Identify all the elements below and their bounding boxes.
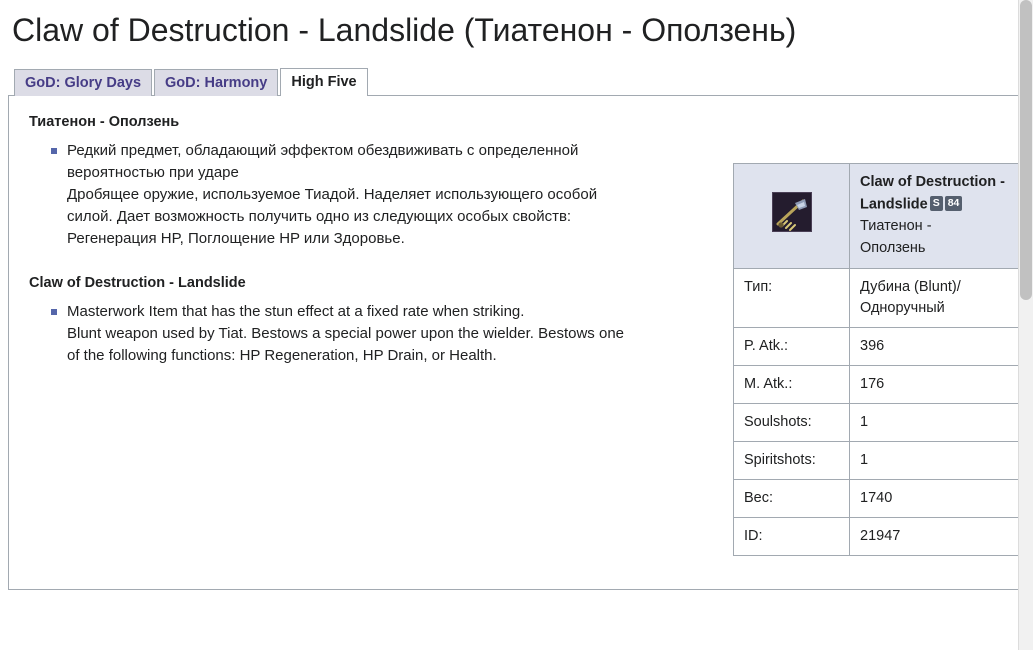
- infobox-row-type: [734, 268, 1033, 327]
- infobox-header-row: [734, 164, 1033, 269]
- scrollbar-thumb[interactable]: [1020, 0, 1032, 300]
- row-value: 1: [850, 403, 1033, 441]
- desc-line: вероятностью при ударе: [67, 163, 239, 181]
- desc-line: of the following functions: HP Regeneration, HP Drain, or Health.: [67, 346, 497, 364]
- description-list-en: [51, 301, 741, 368]
- desc-line: Masterwork Item that has the stun effect at a fixed rate when striking.: [67, 302, 525, 320]
- item-name-en: Claw of Destruction - Landslide: [860, 174, 1006, 213]
- row-label: Soulshots:: [734, 403, 850, 441]
- row-label: ID:: [734, 517, 850, 555]
- desc-line: Регенерация HP, Поглощение HP или Здоровье.: [67, 230, 405, 248]
- grade-badges: [928, 194, 963, 216]
- infobox-row-weight: [734, 479, 1033, 517]
- row-label: M. Atk.:: [734, 365, 850, 403]
- claw-weapon-icon: [772, 192, 812, 232]
- row-label: Тип:: [734, 268, 850, 327]
- row-value: 21947: [850, 517, 1033, 555]
- item-name-ru-line1: Тиатенон -: [860, 218, 932, 235]
- row-label: Вес:: [734, 479, 850, 517]
- description-list-ru: [51, 140, 741, 251]
- tab-label: GoD: Glory Days: [25, 74, 142, 91]
- row-value: 396: [850, 327, 1033, 365]
- item-infobox: [733, 163, 1033, 556]
- row-value: 1740: [850, 479, 1033, 517]
- row-value: 1: [850, 441, 1033, 479]
- tab-god-glory-days[interactable]: [14, 69, 152, 96]
- desc-line: Редкий предмет, обладающий эффектом обездвиживать с определенной: [67, 141, 579, 159]
- desc-line: силой. Дает возможность получить одно из следующих особых свойств:: [67, 208, 572, 226]
- item-icon-cell: [734, 164, 850, 269]
- level-badge: 84: [945, 196, 963, 211]
- tab-god-harmony[interactable]: [154, 69, 278, 96]
- infobox-row-patk: [734, 327, 1033, 365]
- row-value-line: Дубина (Blunt)/: [860, 278, 961, 295]
- desc-line: Дробящее оружие, используемое Тиадой. Наделяет использующего особой: [67, 185, 598, 203]
- tab-label: High Five: [291, 73, 357, 90]
- infobox-title-cell: [850, 164, 1033, 269]
- row-value: [850, 268, 1033, 327]
- list-item: [51, 140, 741, 251]
- tab-high-five[interactable]: [280, 68, 367, 96]
- tab-label: GoD: Harmony: [165, 74, 268, 91]
- item-name-ru-line2: Оползень: [860, 239, 926, 256]
- infobox-row-soulshots: [734, 403, 1033, 441]
- row-label: Spiritshots:: [734, 441, 850, 479]
- section-heading-ru: Тиатенон - Оползень: [29, 113, 180, 130]
- tab-bar: [14, 68, 1033, 96]
- page-title: Claw of Destruction - Landslide (Тиатенон - Оползень): [12, 12, 797, 48]
- row-value-line: Одноручный: [860, 299, 945, 316]
- infobox-row-spiritshots: [734, 441, 1033, 479]
- row-value: 176: [850, 365, 1033, 403]
- grade-badge: S: [930, 196, 943, 211]
- infobox-row-matk: [734, 365, 1033, 403]
- infobox-row-id: [734, 517, 1033, 555]
- list-item: [51, 301, 741, 368]
- section-heading-en: Claw of Destruction - Landslide: [29, 274, 246, 291]
- desc-line: Blunt weapon used by Tiat. Bestows a special power upon the wielder. Bestows one: [67, 324, 624, 342]
- vertical-scrollbar[interactable]: [1018, 0, 1033, 650]
- row-label: P. Atk.:: [734, 327, 850, 365]
